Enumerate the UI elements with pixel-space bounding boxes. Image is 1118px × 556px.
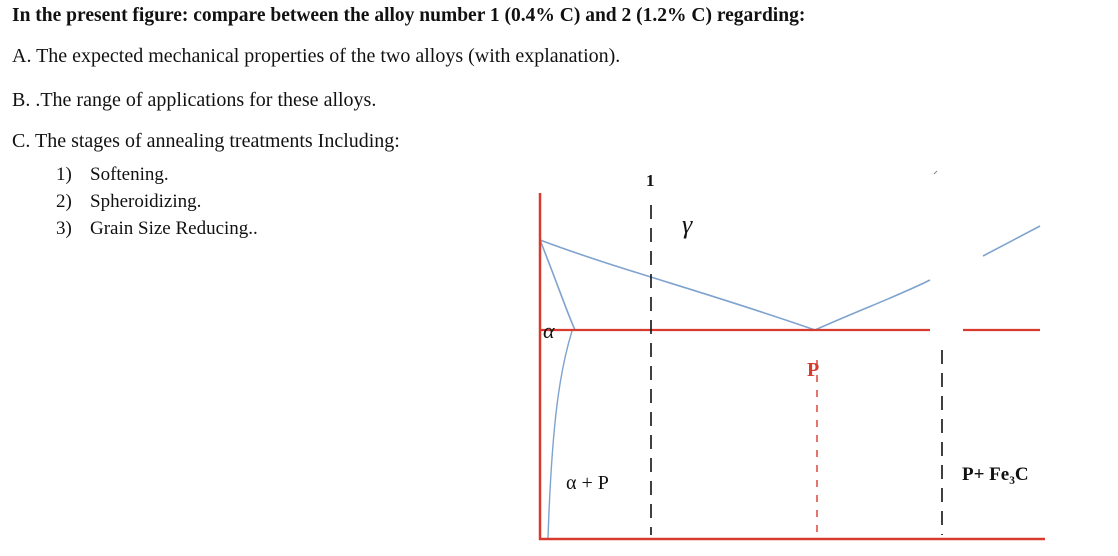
sub-item-number: 2) bbox=[56, 191, 72, 212]
item-b: B. .The range of applications for these alloys. bbox=[12, 89, 377, 111]
pearlite-label: P bbox=[807, 359, 820, 381]
a3-boundary-curve bbox=[540, 240, 815, 330]
sub-item-text: Spheroidizing. bbox=[90, 191, 202, 212]
alpha-label: α bbox=[543, 318, 555, 343]
item-a: A. The expected mechanical properties of the two alloys (with explanation). bbox=[12, 45, 621, 67]
question-title: In the present figure: compare between the alloy number 1 (0.4% C) and 2 (1.2% C) regarding: bbox=[12, 5, 806, 26]
pearlite-cementite-label: P+ Fe₃C bbox=[962, 464, 1029, 485]
alloy-1-label: 1 bbox=[646, 171, 655, 190]
sub-item-number: 1) bbox=[56, 164, 72, 185]
acm-boundary-curve-right bbox=[983, 226, 1040, 256]
alpha-solvus-lower-curve bbox=[548, 331, 572, 538]
small-mark bbox=[934, 171, 937, 174]
alpha-pearlite-label: α + P bbox=[566, 472, 609, 494]
sub-item-text: Softening. bbox=[90, 164, 169, 185]
sub-item-number: 3) bbox=[56, 218, 72, 239]
item-c: C. The stages of annealing treatments Including: bbox=[12, 130, 400, 152]
sub-item-text: Grain Size Reducing.. bbox=[90, 218, 258, 239]
alpha-solvus-curve bbox=[540, 240, 575, 330]
gamma-label: γ bbox=[682, 210, 693, 239]
acm-boundary-curve bbox=[815, 280, 930, 330]
